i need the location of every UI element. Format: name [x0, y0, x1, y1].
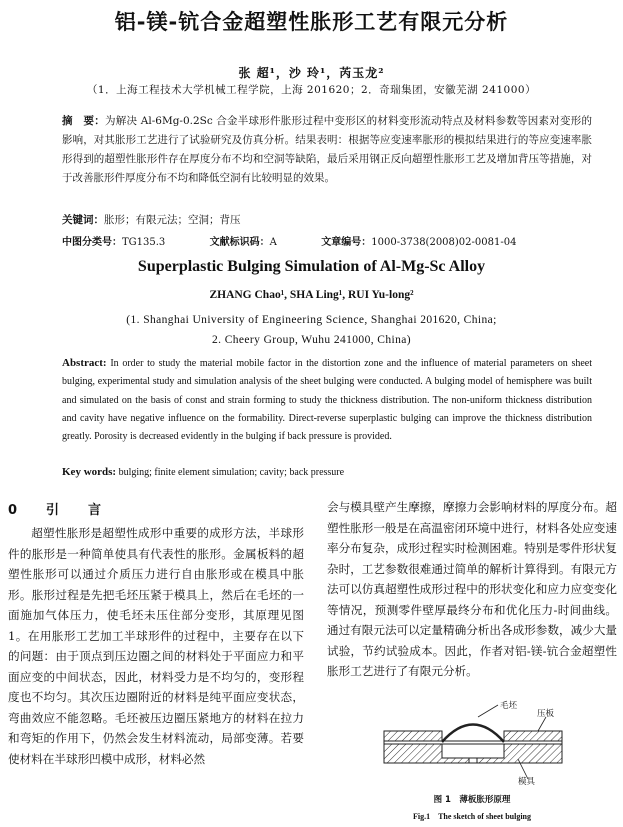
holder-plate-right [504, 731, 562, 741]
holder-plate-left [384, 731, 442, 741]
abstract-en [62, 354, 592, 446]
body-left-column: 超塑性胀形是超塑性成形中重要的成形方法，半球形件的胀形是一种简单使具有代表性的胀形。金属板料的超塑性胀形可以通过介质压力进行自由胀形或在模具中胀形。胀形过程是先把毛坯压紧于模具上，然后在毛坯的一面施加气体压力，使毛坯未压住部分变形，其原理见图 1。在用胀形工艺加工半球形件的过程中，主要存在以下的问题：由于顶点到压边圈之间的材料处于平面应力和平面应变的中间状态，因此，材料受力是不均匀的，变形程度也不均匀。其次压边圈附近的材料是纯平面应变状态，弯曲效应不能忽略。毛坯被压边圈压紧地方的材料在拉力和弯矩的作用下，仍然会发生材料流动，局部变薄。若要使材料在半球形凹模中成形，材料必然 [8, 526, 304, 766]
abstract-en-text: In order to study the material mobile factor in the distortion zone and the influence of material parameters on sheet bulging, experimental study and simulation analysis of the sheet bulging were conducted. A bulging model of hemisphere was built and simulated on the basis of const and strain forming to study the thickness distribution. The non-uniform thickness distribution and cavity have negative influence on the formability. Direct-reverse superplastic bulging can improve the thickness distribution greatly. Porosity is decreased evidently in the bulging if back pressure is provided. [62, 358, 592, 443]
figure-label-blank: 毛坯 [500, 701, 518, 711]
affiliation-cn: （1．上海工程技术大学机械工程学院，上海 201620；2．奇瑞集团，安徽芜湖 241000） [86, 84, 537, 96]
keywords-en-label: Key words: [62, 466, 117, 478]
paper-title-en: Superplastic Bulging Simulation of Al-Mg-Sc Alloy [137, 258, 486, 275]
article-no-value: 1000-3738(2008)02-0081-04 [371, 237, 517, 248]
authors-cn: 张 超¹，沙 玲¹，芮玉龙² [238, 66, 385, 80]
affiliation-en-line-1: (1. Shanghai University of Engineering Science, Shanghai 201620, China; [126, 314, 497, 326]
bulged-dome [442, 725, 504, 743]
doc-code-value: A [269, 237, 277, 248]
affiliation-en [0, 310, 623, 350]
figure-caption-en: Fig.1 The sketch of sheet bulging [412, 812, 531, 821]
figure-caption-cn: 图 1 薄板胀形原理 [433, 795, 511, 805]
figure-label-holder: 压板 [537, 709, 555, 719]
abstract-en-label: Abstract: [62, 357, 107, 369]
article-no-label: 文章编号： [321, 237, 372, 248]
keywords-en-text: bulging; finite element simulation; cavity; back pressure [118, 467, 345, 478]
classification-line [62, 233, 602, 248]
keywords-en [62, 466, 344, 478]
keywords-cn-label: 关键词： [62, 214, 104, 226]
clc-label: 中图分类号： [62, 237, 122, 248]
keywords-cn [62, 212, 241, 227]
authors-en: ZHANG Chao¹, SHA Ling¹, RUI Yu-long² [209, 289, 414, 301]
clc-value: TG135.3 [122, 237, 166, 248]
keywords-cn-text: 胀形；有限元法；空洞；背压 [104, 214, 241, 226]
body-right-column: 会与模具壁产生摩擦，摩擦力会影响材料的厚度分布。超塑性胀形一般是在高温密闭环境中进行，材料各处应变速率分布复杂，成形过程实时检测困难。特别是零件形状复杂时，工艺参数很难通过简单的解析计算得到。有限元方法可以仿真超塑性成形过程中的形状变化和应力应变变化等情况，预测零件壁厚最终分布和优化压力-时间曲线。通过有限元法可以定量精确分析出各成形参数，减少大量试验，节约试验成本。因此，作者对铝-镁-钪合金超塑性胀形工艺进行了有限元分析。 [327, 500, 617, 678]
abstract-cn-label: 摘 要： [62, 115, 105, 127]
doc-code-label: 文献标识码： [209, 237, 270, 248]
abstract-cn [62, 112, 592, 188]
section-heading: 0 引 言 [8, 503, 110, 518]
leader-blank [478, 705, 498, 717]
leader-holder [538, 717, 546, 731]
paper-title-cn: 铝-镁-钪合金超塑性胀形工艺有限元分析 [114, 10, 509, 34]
die-inlet [469, 758, 477, 763]
affiliation-en-line-2: 2. Cheery Group, Wuhu 241000, China) [212, 334, 411, 346]
figure-label-die: 模具 [518, 777, 536, 787]
abstract-cn-text: 为解决 Al-6Mg-0.2Sc 合金半球形件胀形过程中变形区的材料变形流动特点及材料参数等因素对变形的影响，对其胀形工艺进行了试验研究及仿真分析。结果表明：根据等应变速率胀形的模拟结果进行的等应变速率胀形得到的超塑性胀形件存在厚度分布不均和空洞等缺陷，最后采用钢正反向超塑性胀形工艺及增加背压等措施，对于改善胀形件厚度分布不均和降低空洞有比较明显的效果。 [62, 115, 592, 184]
die-cavity [442, 744, 504, 758]
